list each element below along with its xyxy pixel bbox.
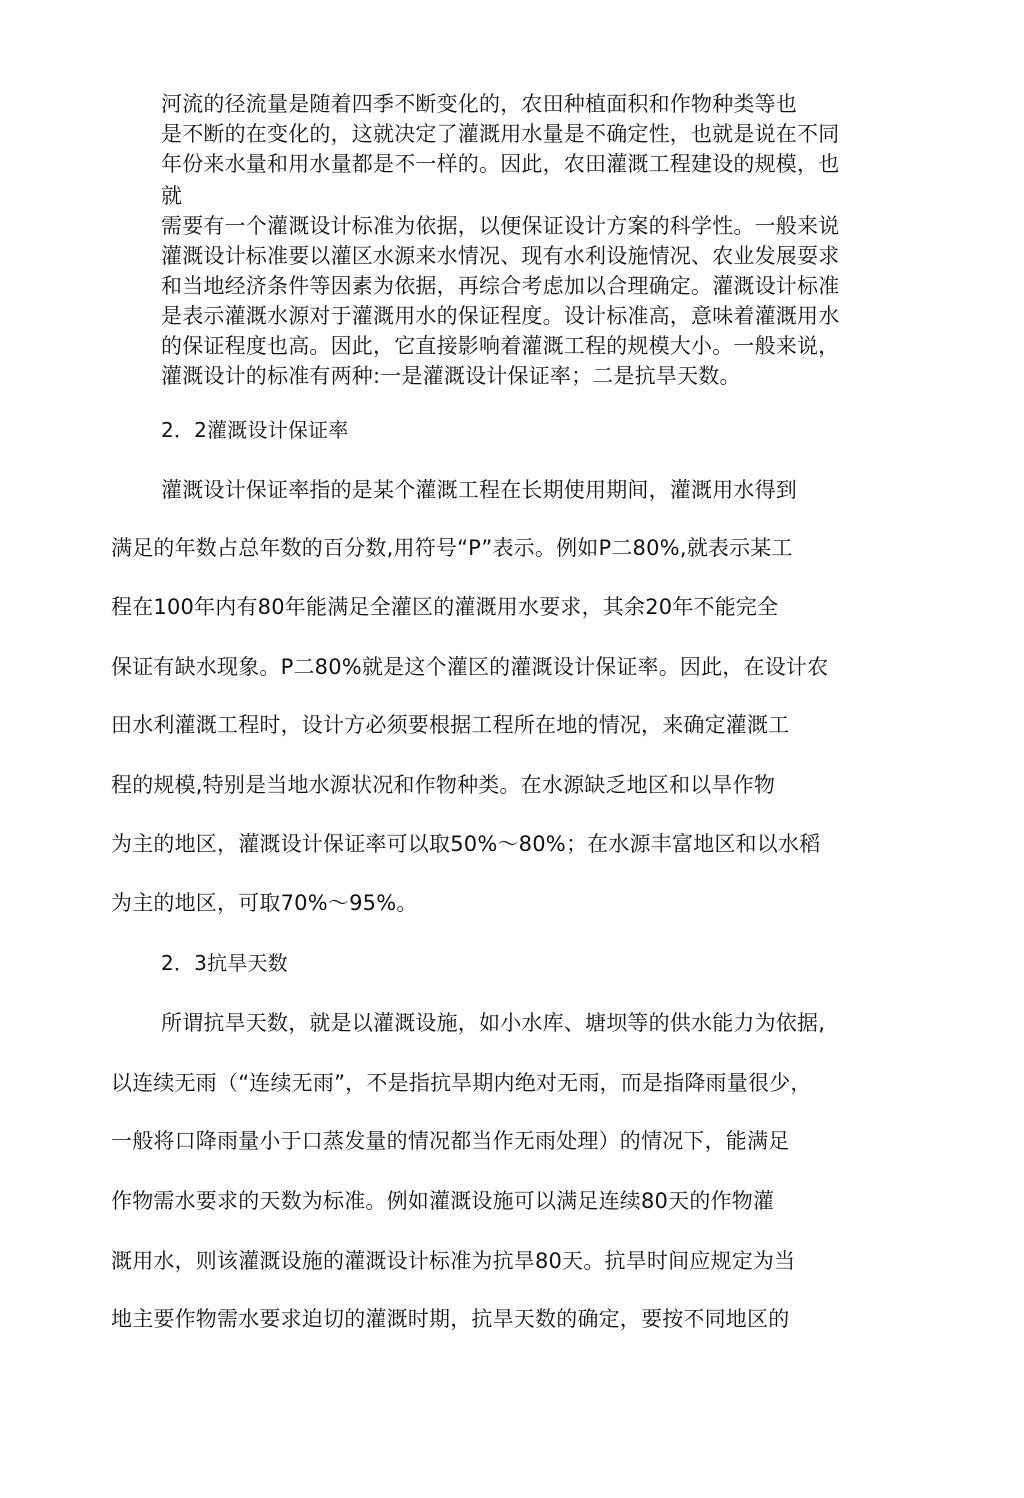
paragraph-line: 灌溉设计的标准有两种:一是灌溉设计保证率；二是抗旱天数。 [161, 364, 741, 388]
paragraph-line: 为主的地区，灌溉设计保证率可以取50%～80%；在水源丰富地区和以水稻 [111, 832, 821, 856]
section-heading-2-2: 2．2灌溉设计保证率 [161, 418, 349, 442]
paragraph-line: 保证有缺水现象。P二80%就是这个灌区的灌溉设计保证率。因此，在设计农 [111, 655, 829, 679]
paragraph-line: 需要有一个灌溉设计标准为依据，以便保证设计方案的科学性。一般来说 [161, 214, 840, 238]
paragraph-line: 一般将口降雨量小于口蒸发量的情况都当作无雨处理）的情况下，能满足 [111, 1129, 790, 1153]
paragraph-line: 田水利灌溉工程时，设计方必须要根据工程所在地的情况，来确定灌溉工 [111, 713, 790, 737]
paragraph-line: 满足的年数占总年数的百分数,用符号“P”表示。例如P二80%,就表示某工 [111, 536, 793, 560]
paragraph-line: 所谓抗旱天数，就是以灌溉设施，如小水库、塘坝等的供水能力为依据, [161, 1011, 826, 1035]
paragraph-line: 地主要作物需水要求迫切的灌溉时期，抗旱天数的确定，要按不同地区的 [111, 1307, 790, 1331]
paragraph-line: 年份来水量和用水量都是不一样的。因此，农田灌溉工程建设的规模，也 [161, 152, 840, 176]
section-heading-2-3: 2．3抗旱天数 [161, 951, 288, 975]
paragraph-line: 是不断的在变化的，这就决定了灌溉用水量是不确定性，也就是说在不同 [161, 122, 840, 146]
paragraph-line: 程在100年内有80年能满足全灌区的灌溉用水要求，其余20年不能完全 [111, 595, 779, 619]
paragraph-line: 为主的地区，可取70%～95%。 [111, 891, 418, 915]
paragraph-line: 的保证程度也高。因此，它直接影响着灌溉工程的规模大小。一般来说， [161, 334, 840, 358]
paragraph-line: 河流的径流量是随着四季不断变化的，农田种植面积和作物种类等也 [161, 92, 797, 116]
paragraph-line: 溉用水，则该灌溉设施的灌溉设计标准为抗旱80天。抗旱时间应规定为当 [111, 1249, 796, 1273]
paragraph-line: 灌溉设计保证率指的是某个灌溉工程在长期使用期间，灌溉用水得到 [161, 478, 797, 502]
paragraph-line: 是表示灌溉水源对于灌溉用水的保证程度。设计标准高，意味着灌溉用水 [161, 304, 840, 328]
paragraph-line: 以连续无雨（“连续无雨”，不是指抗旱期内绝对无雨，而是指降雨量很少， [111, 1071, 812, 1095]
paragraph-line: 就 [161, 184, 183, 208]
paragraph-line: 灌溉设计标准要以灌区水源来水情况、现有水利设施情况、农业发展耍求 [161, 244, 840, 268]
paragraph-line: 和当地经济条件等因素为依据，再综合考虑加以合理确定。灌溉设计标准 [161, 274, 840, 298]
paragraph-line: 程的规模,特别是当地水源状况和作物种类。在水源缺乏地区和以旱作物 [111, 773, 776, 797]
paragraph-line: 作物需水要求的天数为标准。例如灌溉设施可以满足连续80天的作物灌 [111, 1189, 775, 1213]
